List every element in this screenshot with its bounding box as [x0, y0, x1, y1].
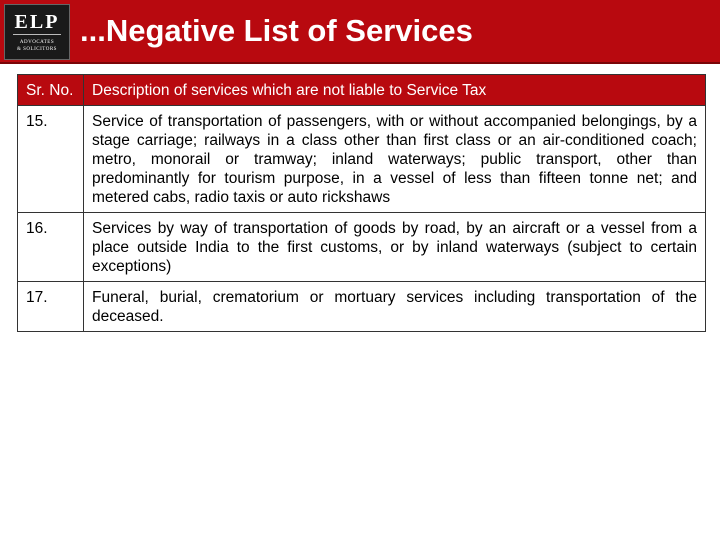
slide-title: ...Negative List of Services — [80, 13, 473, 48]
header-bar — [0, 0, 720, 64]
logo-mark: ELP — [14, 11, 60, 33]
table-row — [18, 106, 706, 213]
row-number: 15. — [18, 106, 84, 213]
logo-divider — [13, 34, 61, 35]
services-table — [17, 74, 706, 332]
row-number: 16. — [18, 213, 84, 282]
firm-logo — [4, 4, 70, 60]
table-row — [18, 213, 706, 282]
header-sr-no: Sr. No. — [18, 75, 84, 106]
table-row — [18, 282, 706, 332]
row-number: 17. — [18, 282, 84, 332]
logo-line-2: & SOLICITORS — [17, 47, 57, 52]
row-description: Services by way of transportation of goods by road, by an aircraft or a vessel from a place outside India to the first customs, or by inland waterways (subject to certain exceptions) — [84, 213, 706, 282]
logo-line-1: ADVOCATES — [19, 40, 55, 45]
table-header-row — [18, 75, 706, 106]
row-description: Service of transportation of passengers, with or without accompanied belongings, by a stage carriage; railways in a class other than first class or an air-conditioned coach; metro, monorail or tramway; inland waterways; public transport, other than predominantly for tourism purpose, in a vessel of less than fifteen tonne net; and metered cabs, radio taxis or auto rickshaws — [84, 106, 706, 213]
header-description: Description of services which are not liable to Service Tax — [84, 75, 706, 106]
row-description: Funeral, burial, crematorium or mortuary services including transportation of the deceased. — [84, 282, 706, 332]
